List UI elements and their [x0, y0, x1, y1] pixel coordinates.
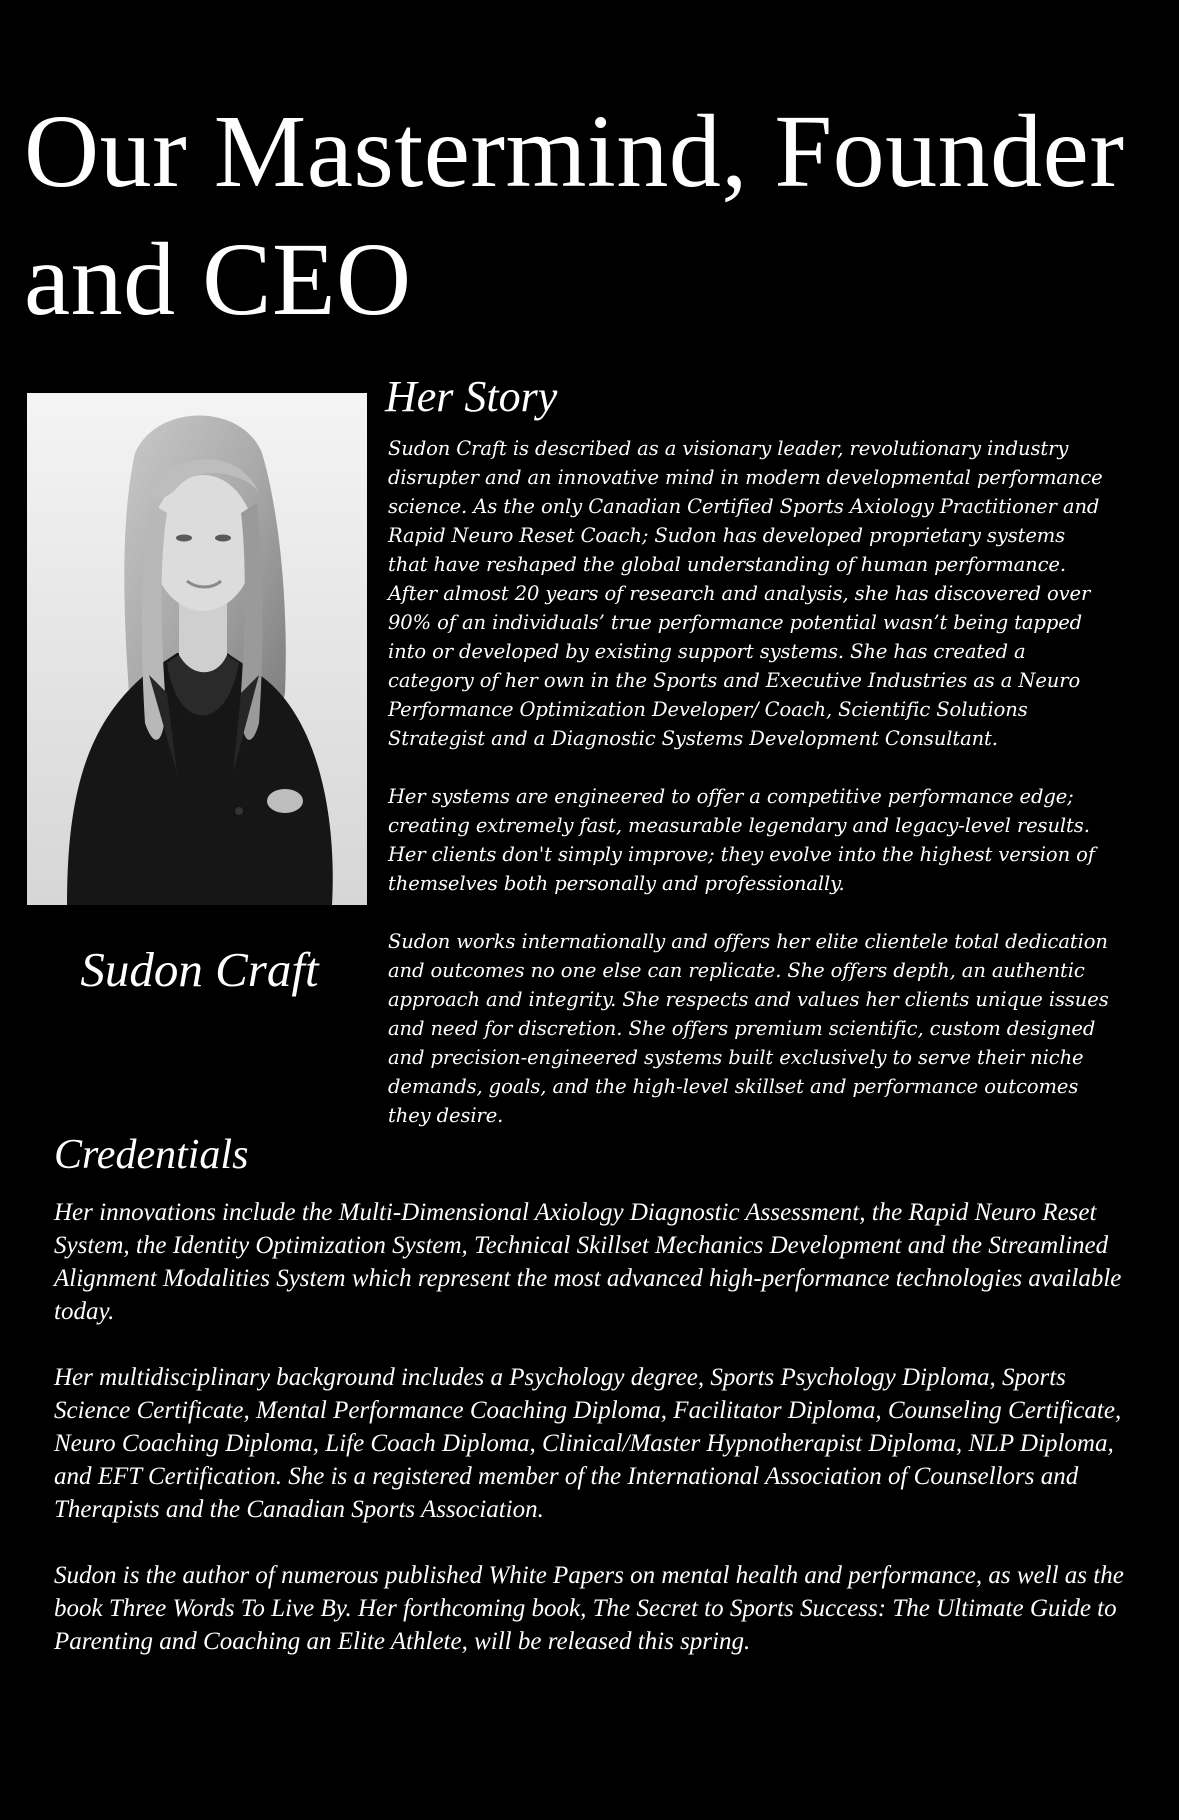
story-paragraph: Sudon Craft is described as a visionary leader, revolutionary industry disrupter and an innovative mind in modern developmental performance science. As the only Canadian Certified Sports Axiology Practitioner and Rapid Neuro Reset Coach; Sudon has developed proprietary systems that have reshaped the global understanding of human performance. After almost 20 years of research and analysis, she has discovered over 90% of an individuals’ true performance potential wasn’t being tapped into or developed by existing support systems. She has created a category of her own in the Sports and Executive Industries as a Neuro Performance Optimization Developer/ Coach, Scientific Solutions Strategist and a Diagnostic Systems Development Consultant. — [388, 437, 1103, 750]
story-heading: Her Story — [385, 372, 558, 421]
portrait-photo-icon — [27, 393, 367, 905]
person-name: Sudon Craft — [80, 942, 319, 997]
credentials-heading: Credentials — [54, 1132, 249, 1178]
portrait-photo — [27, 393, 367, 905]
story-paragraph: Sudon works internationally and offers her elite clientele total dedication and outcomes no one else can replicate. She offers depth, an authentic approach and integrity. She respects and values her clients unique issues and need for discretion. She offers premium scientific, custom designed and precision-engineered systems built exclusively to serve their niche demands, goals, and the high-level skillset and performance outcomes they desire. — [388, 930, 1109, 1127]
credentials-paragraph: Her innovations include the Multi-Dimensional Axiology Diagnostic Assessment, the Rapid Neuro Reset System, the Identity Optimization System, Technical Skillset Mechanics Development and the Streamlined Alignment Modalities System which represent the most advanced high-performance technologies available today. — [54, 1199, 1122, 1325]
credentials-section — [54, 1196, 1134, 1691]
story-paragraph: Her systems are engineered to offer a competitive performance edge; creating extremely fast, measurable legendary and legacy-level results. Her clients don't simply improve; they evolve into the highest version of themselves both personally and professionally. — [388, 785, 1095, 895]
page-title: Our Mastermind, Founder and CEO — [24, 94, 1125, 337]
story-section — [388, 434, 1110, 1159]
credentials-paragraph: Sudon is the author of numerous published White Papers on mental health and performance, as well as the book Three Words To Live By. Her forthcoming book, The Secret to Sports Success: The Ultimate Guide to Parenting and Coaching an Elite Athlete, will be released this spring. — [54, 1562, 1124, 1655]
credentials-paragraph: Her multidisciplinary background includes a Psychology degree, Sports Psychology Diploma, Sports Science Certificate, Mental Performance Coaching Diploma, Facilitator Diploma, Counseling Certificate, Neuro Coaching Diploma, Life Coach Diploma, Clinical/Master Hypnotherapist Diploma, NLP Diploma, and EFT Certification. She is a registered member of the International Association of Counsellors and Therapists and the Canadian Sports Association. — [54, 1364, 1122, 1523]
